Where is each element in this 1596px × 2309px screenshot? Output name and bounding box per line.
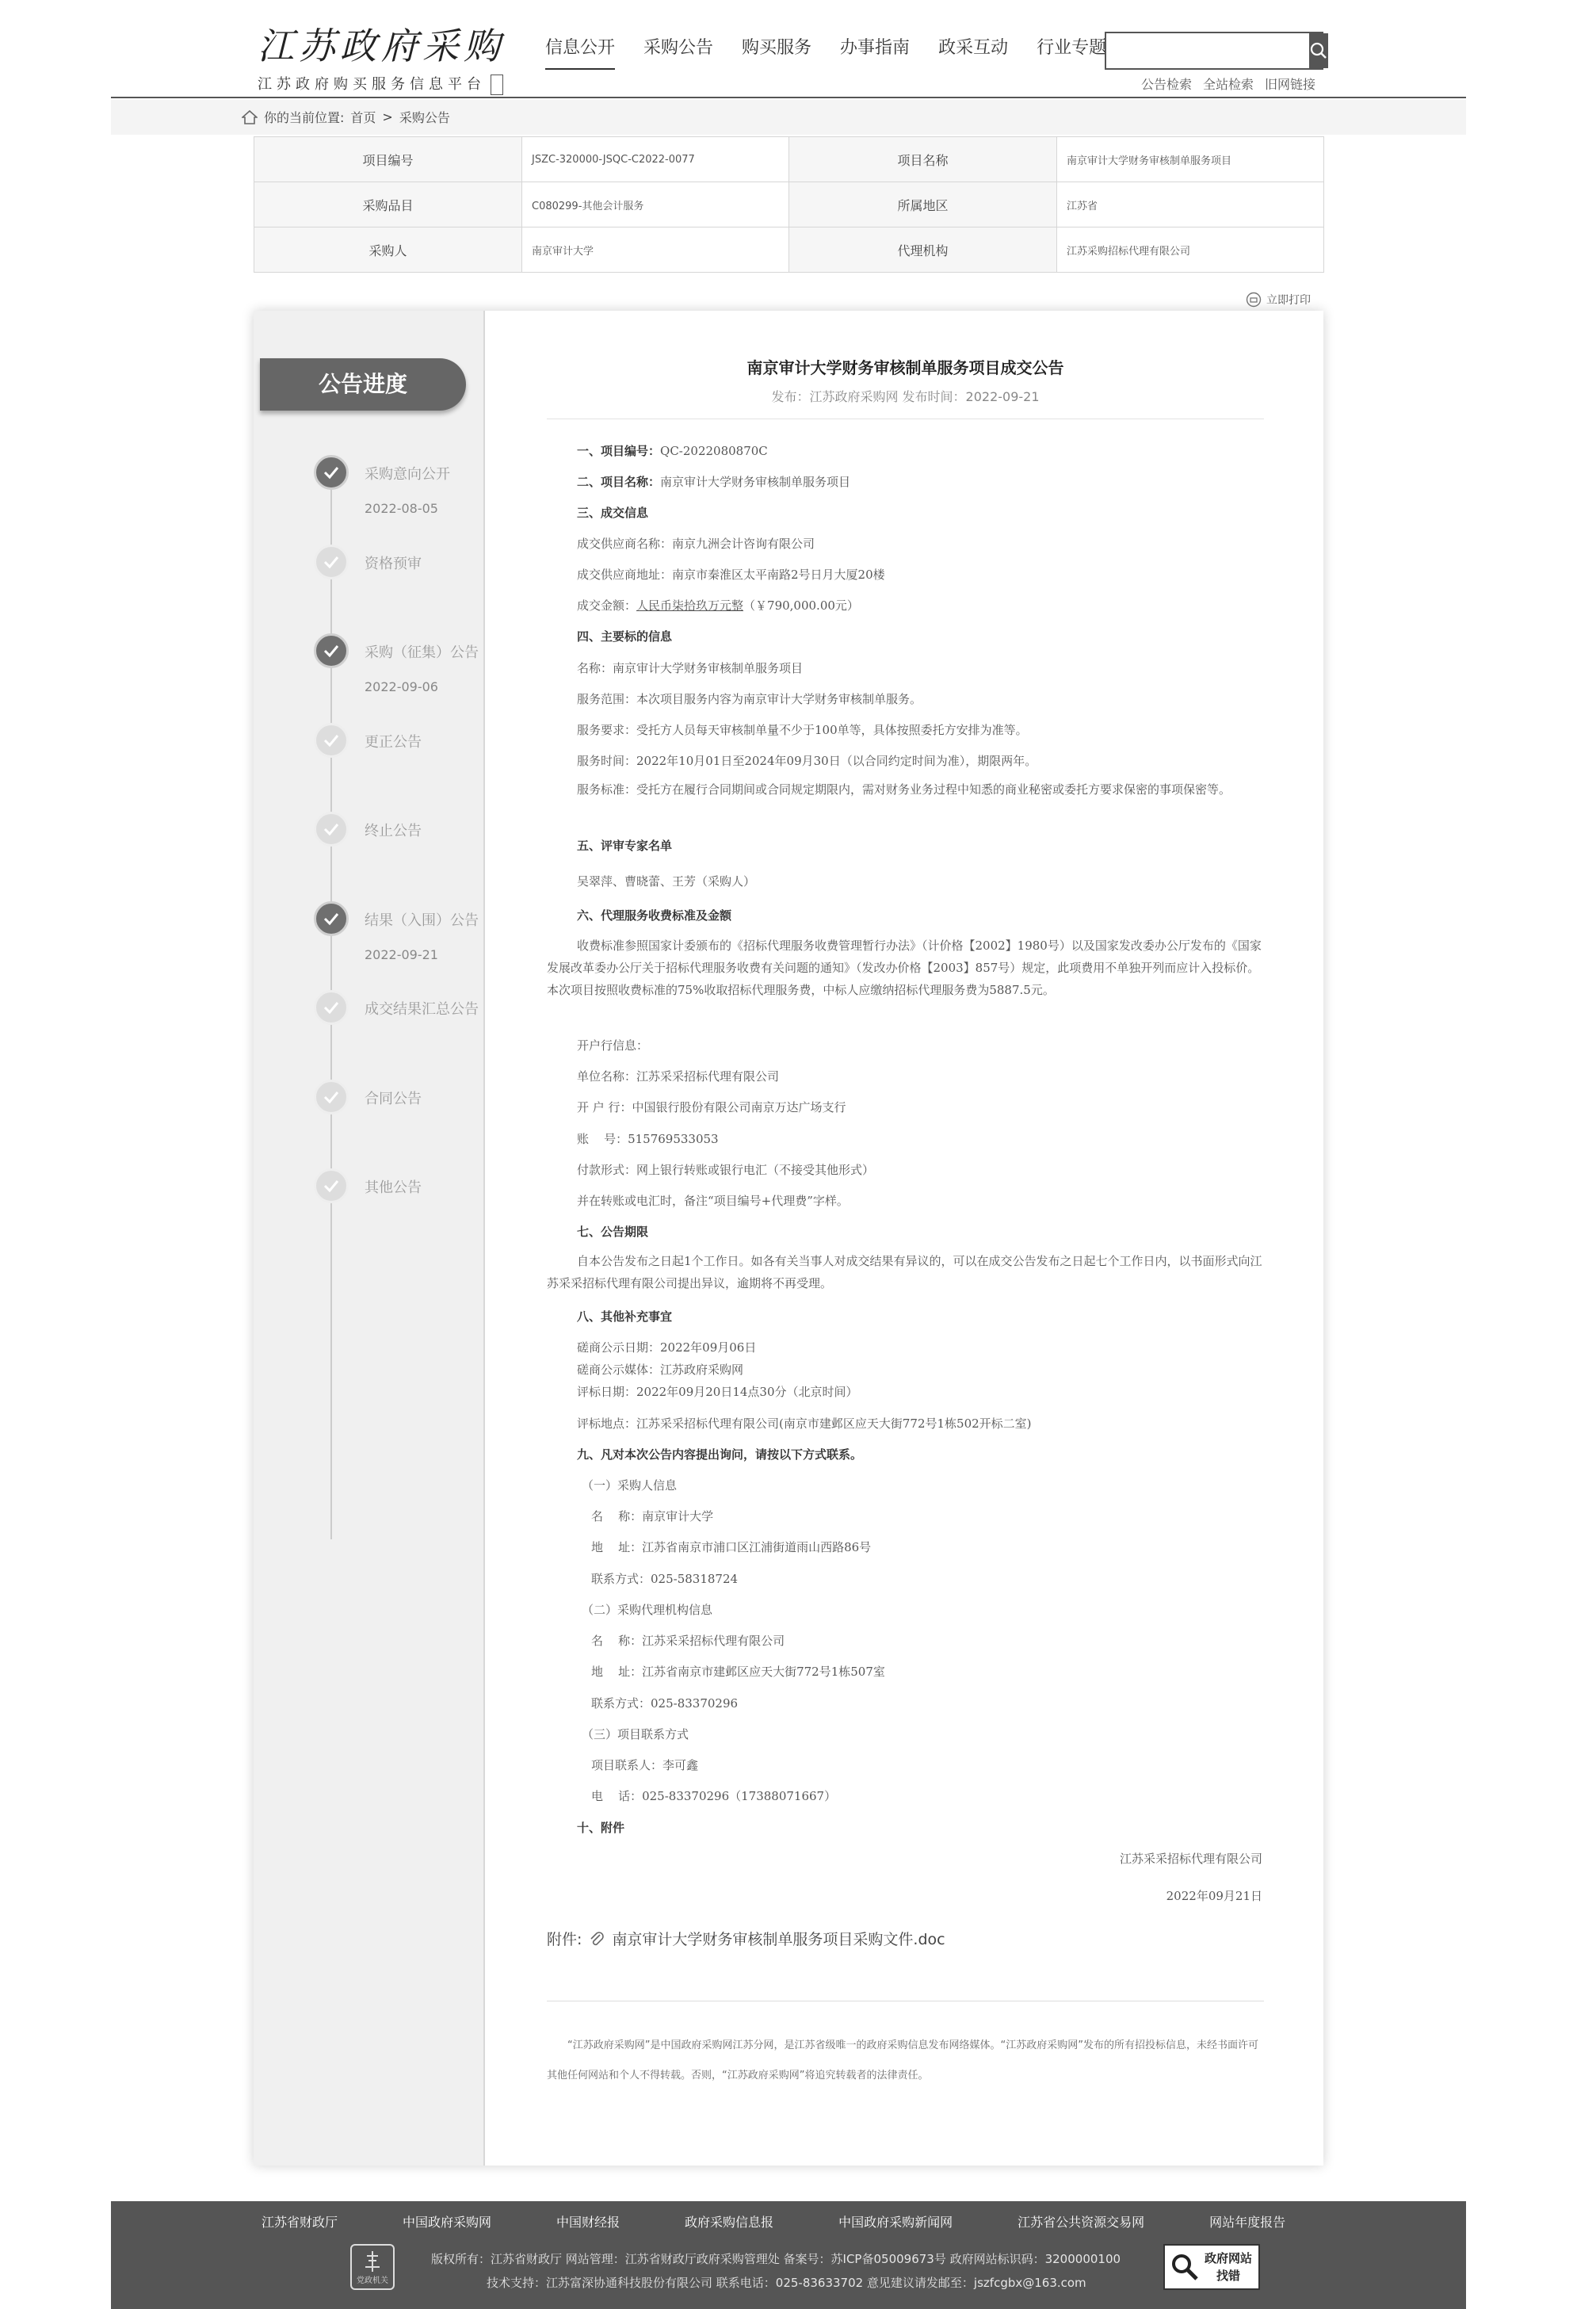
attachment-row [547,1928,945,1949]
supplier-address: 成交供应商地址：南京市秦淮区太平南路2号日月大厦20楼 [577,568,885,582]
main-nav [545,33,1135,68]
print-icon [1246,292,1262,308]
search-box [1105,32,1323,70]
article-title: 南京审计大学财务审核制单服务项目成交公告 [746,358,1064,377]
project-contact-heading: （三）项目联系方式 [582,1727,689,1741]
step-label: 采购（征集）公告 [365,644,479,661]
home-icon [242,110,258,124]
check-icon [314,545,349,579]
agency-value: 江苏采购招标代理有限公司 [1057,227,1324,273]
footer-support: 技术支持：江苏富深协通科技股份有限公司 联系电话：025-83633702 意见建议请发邮至：jszfcgbx@163.com [487,2276,1086,2290]
service-requirements: 服务要求：受托方人员每天审核制单量不少于100单等，具体按照委托方安排为准等。 [577,723,1028,737]
nav-item-info-public[interactable]: 信息公开 [545,33,615,70]
notice-period: 自本公告发布之日起1个工作日。如各有关当事人对成交结果有异议的，可以在成交公告发布之日起七个工作日内，以书面形式向江苏采采招标代理有限公司提出异议，逾期将不再受理。 [547,1254,1262,1290]
deal-amount-number: （￥790,000.00元） [743,598,859,613]
nav-item-purchase-service[interactable]: 购买服务 [742,38,812,58]
section-1-value: QC-2022080870C [660,444,768,458]
nav-item-industry-topics[interactable]: 行业专题 [1037,38,1107,58]
agency-label: 代理机构 [789,227,1057,273]
footer-link[interactable]: 中国政府采购网 [403,2215,492,2230]
step-label: 采购意向公开 [365,466,450,483]
deal-amount [577,597,859,614]
check-icon [314,990,349,1025]
supplier-name: 成交供应商名称：南京九洲会计咨询有限公司 [577,537,815,551]
emblem-caption: 党政机关 [357,2276,388,2285]
footer-link[interactable]: 江苏省财政厅 [262,2215,338,2230]
attachment-label: 附件: [547,1931,582,1948]
payment-note: 并在转账或电汇时，备注“项目编号+代理费”字样。 [577,1194,849,1208]
logo-subtitle-text: 江苏政府购买服务信息平台 [258,76,486,93]
step-label: 成交结果汇总公告 [365,1001,479,1018]
footer-links [262,2212,1350,2231]
section-2-value: 南京审计大学财务审核制单服务项目 [660,475,851,489]
check-icon [314,633,349,668]
step-label: 合同公告 [365,1091,422,1107]
account-number: 账 号：515769533053 [577,1132,719,1146]
check-icon [314,901,349,936]
project-no-label: 项目编号 [254,137,522,182]
section-6-heading: 六、代理服务收费标准及金额 [577,908,732,923]
project-no-value: JSZC-320000-JSQC-C2022-0077 [522,137,789,182]
buyer-label: 采购人 [254,227,522,273]
expert-list: 吴翠萍、曹晓蕾、王芳（采购人） [577,874,756,889]
notice-search-link[interactable]: 公告检索 [1141,77,1193,92]
evaluation-location: 评标地点：江苏采采招标代理有限公司(南京市建邺区应天大街772号1栋502开标二室) [577,1416,1032,1431]
payment-method: 付款形式：网上银行转账或银行电汇（不接受其他形式） [577,1163,875,1177]
section-1 [577,442,768,459]
agency-info-heading: （二）采购代理机构信息 [582,1603,713,1617]
step-label: 其他公告 [365,1179,422,1196]
find-error-line1: 政府网站 [1205,2251,1253,2265]
breadcrumb-current[interactable]: 采购公告 [399,110,450,125]
section-1-label: 一、项目编号： [577,444,661,458]
magnifier-icon [1170,2252,1200,2282]
step-date: 2022-08-05 [365,501,438,516]
region-value: 江苏省 [1057,182,1324,227]
bank-info-heading: 开户行信息： [577,1038,649,1053]
section-10-heading: 十、附件 [577,1821,625,1835]
site-footer [111,2201,1466,2309]
step-date: 2022-09-21 [365,947,438,962]
nav-item-guide[interactable]: 办事指南 [840,38,911,58]
footer-link[interactable]: 江苏省公共资源交易网 [1018,2215,1145,2230]
breadcrumb-separator: > [382,109,393,124]
print-button[interactable] [1246,292,1311,308]
section-2 [577,473,850,490]
agency-address: 地 址：江苏省南京市建邺区应天大街772号1栋507室 [591,1665,885,1679]
step-label: 资格预审 [365,556,422,572]
check-icon [314,723,349,758]
footer-link[interactable]: 中国政府采购新闻网 [838,2215,953,2230]
project-name-label: 项目名称 [789,137,1057,182]
table-row [254,137,1324,182]
site-logo[interactable] [258,17,511,93]
service-standard: 服务标准：受托方在履行合同期间或合同规定期限内，需对财务业务过程中知悉的商业秘密或委托方要求保密的事项保密等。 [577,782,1231,797]
logo-title: 江苏政府采购 [258,25,505,67]
section-3-heading: 三、成交信息 [577,506,649,520]
bank-name: 开 户 行：中国银行股份有限公司南京万达广场支行 [577,1100,846,1114]
step-date: 2022-09-06 [365,679,438,694]
step-label: 终止公告 [365,823,422,839]
buyer-contact: 联系方式：025-58318724 [591,1572,739,1586]
search-links [1141,75,1315,93]
buyer-name: 名 称：南京审计大学 [591,1509,714,1523]
project-name-value: 南京审计大学财务审核制单服务项目 [1057,137,1324,182]
print-label: 立即打印 [1266,294,1311,307]
breadcrumb [242,108,450,126]
service-scope: 服务范围：本次项目服务内容为南京审计大学财务审核制单服务。 [577,692,922,706]
find-error-text [1205,2250,1252,2284]
signature-org: 江苏采采招标代理有限公司 [1119,1852,1262,1866]
deal-amount-words: 人民币柒拾玖万元整 [636,598,744,613]
breadcrumb-bar [111,100,1466,135]
footer-copyright: 版权所有：江苏省财政厅 网站管理：江苏省财政厅政府采购管理处 备案号：苏ICP备05009673号 政府网站标识码：3200000100 [431,2252,1121,2266]
category-label: 采购品目 [254,182,522,227]
progress-title: 公告进度 [260,358,466,411]
party-government-emblem-icon[interactable] [350,2244,395,2290]
nav-item-procurement-notice[interactable]: 采购公告 [643,38,714,58]
deal-amount-label: 成交金额： [577,598,637,613]
section-8-heading: 八、其他补充事宜 [577,1309,673,1324]
section-4-heading: 四、主要标的信息 [577,629,673,644]
buyer-address: 地 址：江苏省南京市浦口区江浦街道雨山西路86号 [591,1540,872,1554]
find-error-badge[interactable] [1163,2244,1260,2290]
breadcrumb-prefix: 你的当前位置: [264,110,345,125]
footer-link[interactable]: 网站年度报告 [1209,2215,1286,2230]
check-icon [314,1080,349,1114]
evaluation-date: 评标日期：2022年09月20日14点30分（北京时间） [577,1385,858,1399]
table-row [254,227,1324,273]
article-meta: 发布：江苏政府采购网 发布时间：2022-09-21 [771,389,1040,404]
service-period: 服务时间：2022年10月01日至2024年09月30日（以合同约定时间为准），期限两年。 [577,754,1037,768]
site-search-link[interactable]: 全站检索 [1203,77,1254,92]
signature-date: 2022年09月21日 [1166,1889,1262,1903]
attachment-file-link[interactable]: 南京审计大学财务审核制单服务项目采购文件.doc [612,1931,945,1948]
search-icon [1309,41,1328,60]
region-label: 所属地区 [789,182,1057,227]
section-9-heading: 九、凡对本次公告内容提出询问，请按以下方式联系。 [577,1447,863,1462]
nav-item-interaction[interactable]: 政采互动 [938,38,1009,58]
old-site-link[interactable]: 旧网链接 [1265,77,1316,92]
qr-code-icon [491,75,503,95]
agency-name: 名 称：江苏采采招标代理有限公司 [591,1634,785,1648]
step-label: 结果（入围）公告 [365,912,479,929]
breadcrumb-home[interactable]: 首页 [350,110,376,125]
section-2-label: 二、项目名称： [577,475,661,489]
check-icon [314,455,349,490]
paperclip-icon [588,1930,605,1948]
footer-link[interactable]: 中国财经报 [556,2215,620,2230]
subject-name: 名称：南京审计大学财务审核制单服务项目 [577,661,804,675]
table-row [254,182,1324,227]
section-5-heading: 五、评审专家名单 [577,839,673,853]
find-error-line2: 找错 [1216,2269,1241,2283]
disclaimer: “江苏政府采购网”是中国政府采购网江苏分网，是江苏省级唯一的政府采购信息发布网络媒体。“江苏政府采购网”发布的所有招投标信息，未经书面许可其他任何网站和个人不得转载。否则，“江苏政府采购网”将追究转载者的法律责任。 [547,2039,1258,2082]
project-contact-phone: 电 话：025-83370296（17388071667） [591,1789,837,1803]
check-icon [314,1168,349,1203]
section-7-heading: 七、公告期限 [577,1225,649,1239]
project-contact-person: 项目联系人：李可鑫 [591,1758,699,1772]
footer-link[interactable]: 政府采购信息报 [685,2215,774,2230]
buyer-value: 南京审计大学 [522,227,789,273]
search-button[interactable] [1309,33,1328,68]
consult-media: 磋商公示媒体：江苏政府采购网 [577,1363,744,1377]
step-label: 更正公告 [365,734,422,751]
progress-sidebar [254,311,485,2166]
check-icon [314,812,349,847]
fee-standard: 收费标准参照国家计委颁布的《招标代理服务收费管理暂行办法》（计价格【2002】1980号）以及国家发改委办公厅发布的《国家发展改革委办公厅关于招标代理服务收费有关问题的通知》（发改办价格【2003】857号）规定，此项费用不单独开列而应计入投标价。本次项目按照收费标准的75%收取招标代理服务费，中标人应缴纳招标代理服务费为5887.5元。 [547,939,1262,997]
notice-card [254,311,1323,2166]
account-name: 单位名称：江苏采采招标代理有限公司 [577,1069,780,1084]
buyer-info-heading: （一）采购人信息 [582,1478,678,1493]
agency-contact: 联系方式：025-83370296 [591,1696,739,1711]
consult-date: 磋商公示日期：2022年09月06日 [577,1340,757,1355]
logo-subtitle [258,73,511,95]
category-value: C080299-其他会计服务 [522,182,789,227]
search-input[interactable] [1106,33,1309,68]
project-info-table [254,136,1324,273]
